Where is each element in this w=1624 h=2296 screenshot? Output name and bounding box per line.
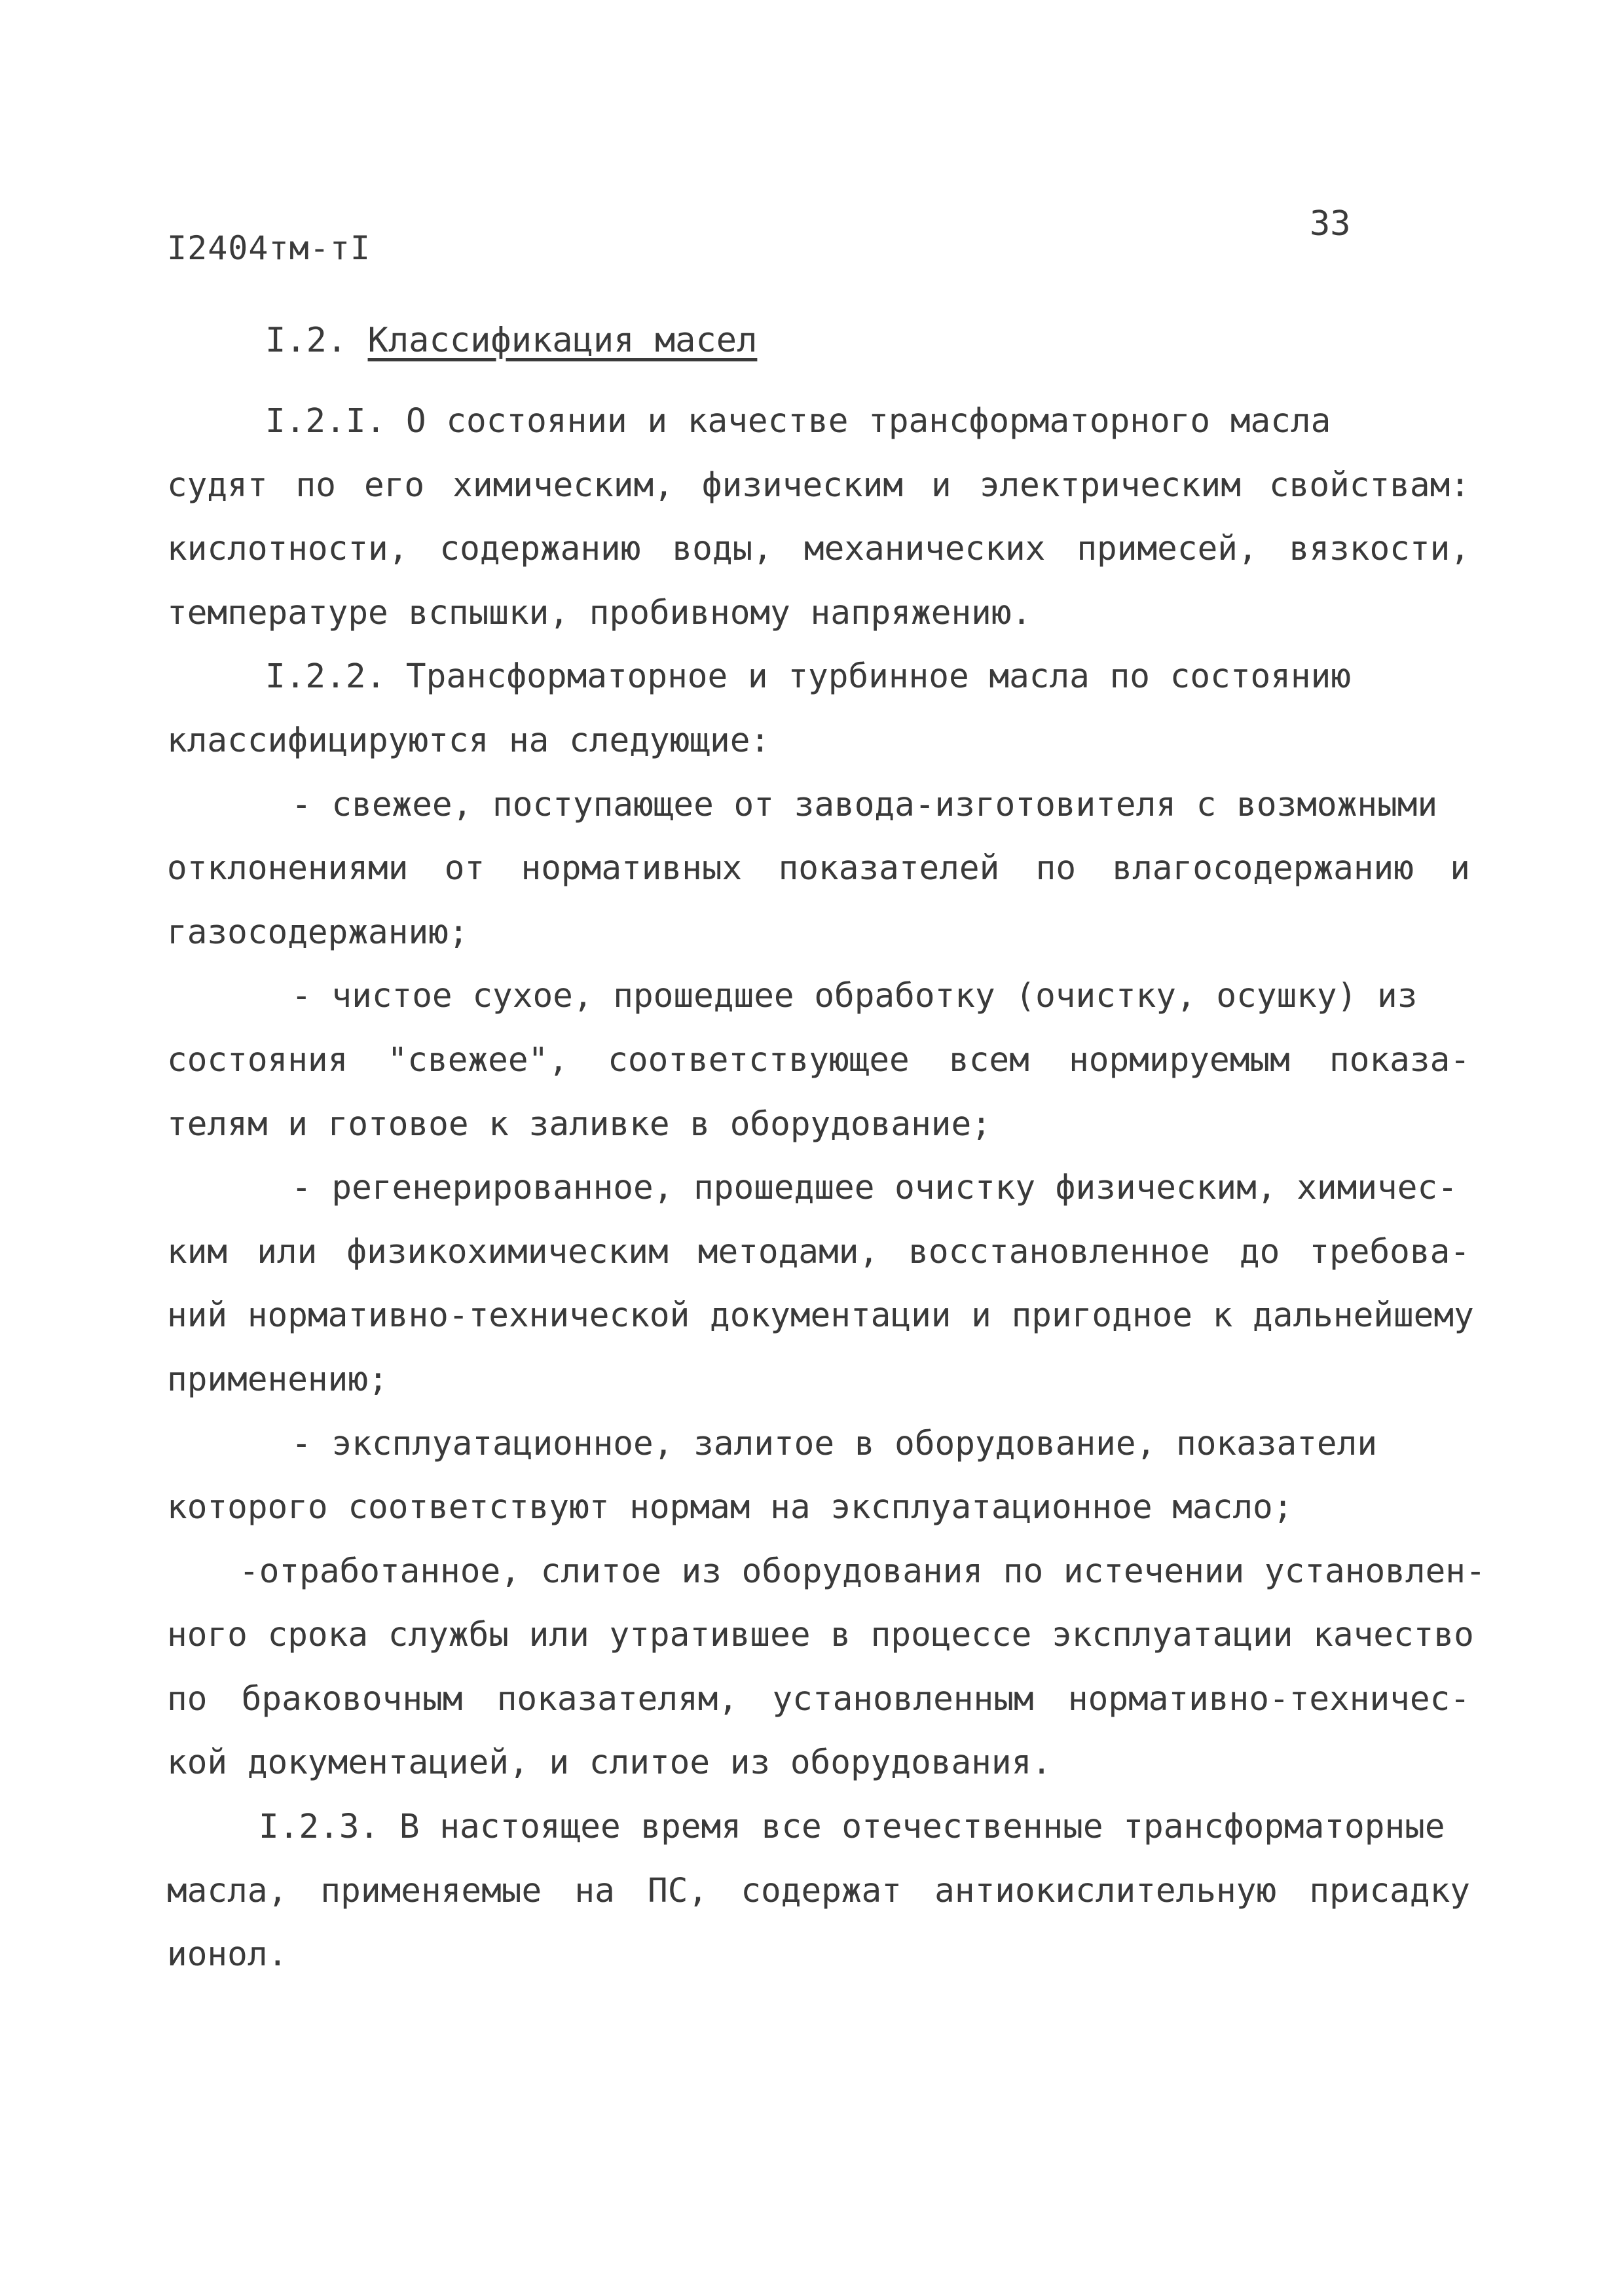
- body-text: [167, 390, 1486, 1987]
- paragraph-line: I.2.2. Трансформаторное и турбинное масла по состоянию: [265, 657, 1352, 697]
- list-item-line: - свежее, поступающее от завода-изготовителя с возможными: [291, 785, 1438, 824]
- list-item-line: - эксплуатационное, залитое в оборудование, показатели: [291, 1424, 1378, 1463]
- page-number: 33: [1310, 204, 1351, 244]
- list-item-line: применению;: [167, 1360, 388, 1399]
- list-item-line: - регенерированное, прошедшее очистку физическим, химичес-: [291, 1169, 1458, 1208]
- list-item-line: газосодержанию;: [167, 913, 469, 952]
- list-item-line: состояния "свежее", соответствующее всем нормируемым показа-: [167, 1040, 1470, 1080]
- paragraph-line: температуре вспышки, пробивному напряжению.: [167, 593, 1032, 632]
- list-item-line: - чистое сухое, прошедшее обработку (очистку, осушку) из: [291, 977, 1418, 1016]
- section-number: I.2.: [265, 321, 348, 360]
- paragraph-line: I.2.I. О состоянии и качестве трансформаторного масла: [265, 402, 1331, 441]
- list-item-line: ким или физикохимическим методами, восстановленное до требова-: [167, 1232, 1470, 1271]
- paragraph-line: масла, применяемые на ПС, содержат антиокислительную присадку: [167, 1871, 1470, 1910]
- list-item-line: отклонениями от нормативных показателей по влагосодержанию и: [167, 849, 1470, 888]
- list-item-line: телям и готовое к заливке в оборудование;: [167, 1104, 991, 1144]
- list-item-line: кой документацией, и слитое из оборудования.: [167, 1743, 1052, 1783]
- document-code: I2404тм-тI: [167, 229, 371, 267]
- paragraph-line: классифицируются на следующие:: [167, 721, 771, 760]
- list-item-line: которого соответствуют нормам на эксплуатационное масло;: [167, 1488, 1293, 1527]
- list-item-line: ний нормативно-технической документации и пригодное к дальнейшему: [167, 1296, 1474, 1336]
- paragraph-line: ионол.: [167, 1935, 288, 1975]
- list-item-line: -отработанное, слитое из оборудования по истечении установлен-: [239, 1552, 1486, 1591]
- section-heading: [265, 321, 757, 360]
- list-item-line: ного срока службы или утратившее в процессе эксплуатации качество: [167, 1616, 1474, 1655]
- list-item-line: по браковочным показателям, установленным нормативно-техничес-: [167, 1679, 1470, 1719]
- paragraph-line: кислотности, содержанию воды, механических примесей, вязкости,: [167, 530, 1470, 569]
- section-title: Классификация масел: [367, 321, 758, 360]
- paragraph-line: I.2.3. В настоящее время все отечественные трансформаторные: [259, 1808, 1445, 1847]
- paragraph-line: судят по его химическим, физическим и электрическим свойствам:: [167, 465, 1470, 505]
